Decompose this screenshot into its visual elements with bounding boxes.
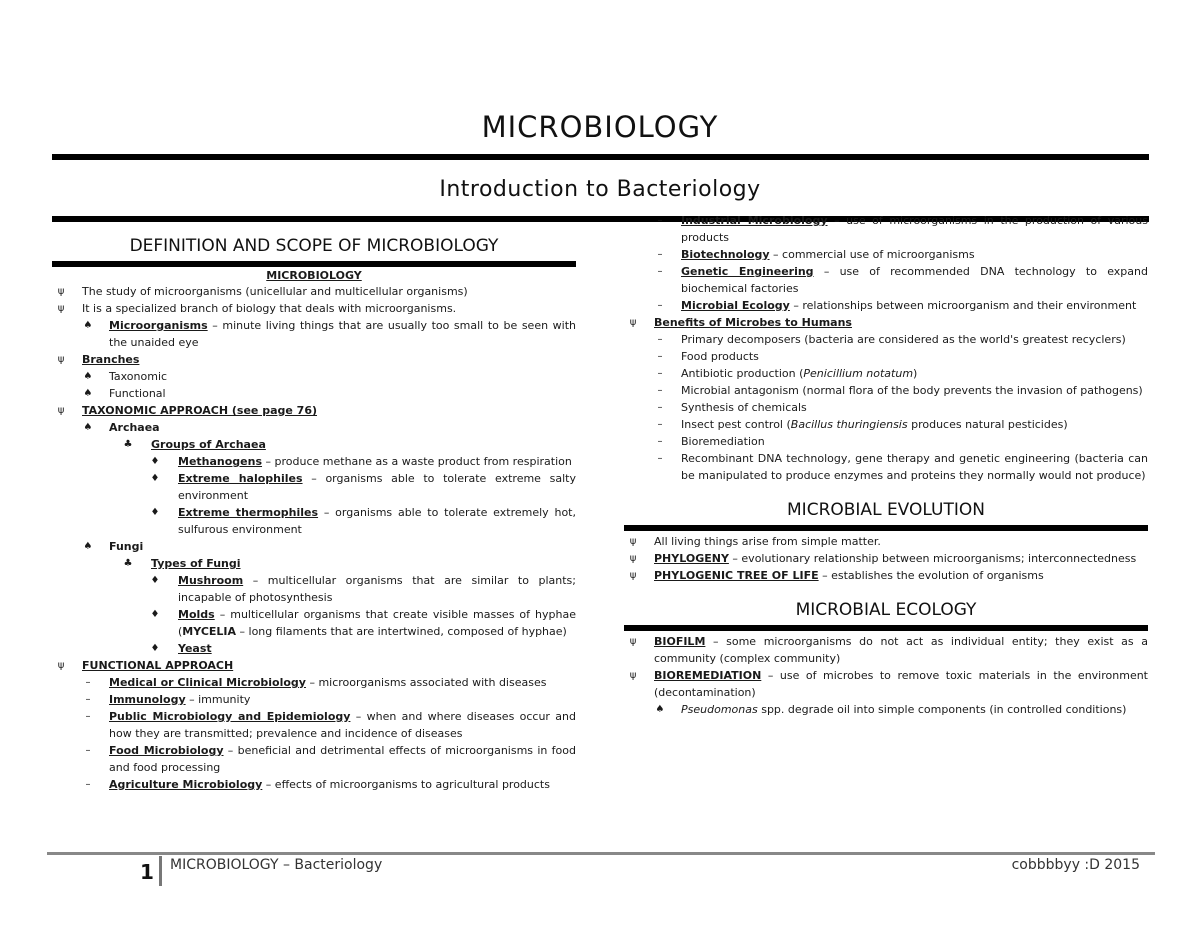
club-bullet-icon: ♣: [123, 439, 133, 450]
diamond-bullet-icon: ♦: [150, 575, 160, 586]
psi-bullet-icon: ψ: [57, 660, 65, 671]
page-title: MICROBIOLOGY: [481, 110, 719, 144]
section-rule: [624, 525, 1148, 531]
sub-heading-microbiology: MICROBIOLOGY: [266, 269, 362, 282]
list-item: – Food products: [624, 348, 1148, 365]
list-item: ♦ Yeast: [52, 640, 576, 657]
list-item: ψ It is a specialized branch of biology that deals with microorganisms.: [52, 300, 576, 317]
right-column: [624, 212, 1148, 838]
list-item: ♠ Pseudomonas spp. degrade oil into simple components (in controlled conditions): [624, 701, 1148, 718]
spade-bullet-icon: ♠: [83, 422, 93, 433]
list-item: ψ All living things arise from simple matter.: [624, 533, 1148, 550]
club-bullet-icon: ♣: [123, 558, 133, 569]
list-item: ♦ Molds – multicellular organisms that create visible masses of hyphae (MYCELIA – long filaments that are intertwined, composed of hyphae): [52, 606, 576, 640]
dash-bullet-icon: –: [85, 779, 91, 790]
title-rule: [52, 154, 1149, 160]
list-item: ♦ Extreme thermophiles – organisms able to tolerate extremely hot, sulfurous environment: [52, 504, 576, 538]
spade-bullet-icon: ♠: [83, 320, 93, 331]
list-item: – Microbial Ecology – relationships between microorganism and their environment: [624, 297, 1148, 314]
psi-bullet-icon: ψ: [629, 553, 637, 564]
section-title-ecology: MICROBIAL ECOLOGY: [795, 600, 977, 620]
page-number: 1: [140, 860, 154, 884]
psi-bullet-icon: ψ: [629, 670, 637, 681]
psi-bullet-icon: ψ: [57, 405, 65, 416]
spade-bullet-icon: ♠: [83, 388, 93, 399]
list-item: ♠ Taxonomic: [52, 368, 576, 385]
list-item: ψ BIOREMEDIATION – use of microbes to remove toxic materials in the environment (decontamination): [624, 667, 1148, 701]
list-item: – Public Microbiology and Epidemiology – when and where diseases occur and how they are transmitted; prevalence and incidence of diseases: [52, 708, 576, 742]
list-item: – Agriculture Microbiology – effects of microorganisms to agricultural products: [52, 776, 576, 793]
section-title-definition: DEFINITION AND SCOPE OF MICROBIOLOGY: [129, 236, 499, 256]
diamond-bullet-icon: ♦: [150, 643, 160, 654]
list-item: ♦ Methanogens – produce methane as a waste product from respiration: [52, 453, 576, 470]
section-rule: [52, 261, 576, 267]
psi-bullet-icon: ψ: [629, 536, 637, 547]
psi-bullet-icon: ψ: [629, 317, 637, 328]
dash-bullet-icon: –: [657, 266, 663, 277]
dash-bullet-icon: –: [657, 453, 663, 464]
dash-bullet-icon: –: [657, 368, 663, 379]
list-item: ♣ Groups of Archaea: [52, 436, 576, 453]
section-title-evolution: MICROBIAL EVOLUTION: [787, 500, 985, 520]
list-item: – Biotechnology – commercial use of microorganisms: [624, 246, 1148, 263]
list-item: ♠ Fungi: [52, 538, 576, 555]
list-item: – Insect pest control (Bacillus thuringiensis produces natural pesticides): [624, 416, 1148, 433]
dash-bullet-icon: –: [657, 402, 663, 413]
dash-bullet-icon: –: [657, 249, 663, 260]
list-item: – Recombinant DNA technology, gene therapy and genetic engineering (bacteria can be manipulated to produce enzymes and proteins they normally would not produce): [624, 450, 1148, 484]
left-column: [52, 234, 576, 793]
list-item: ψ PHYLOGENIC TREE OF LIFE – establishes the evolution of organisms: [624, 567, 1148, 584]
list-item: ♣ Types of Fungi: [52, 555, 576, 572]
list-item: ψ Benefits of Microbes to Humans: [624, 314, 1148, 331]
list-item: ψ BIOFILM – some microorganisms do not act as individual entity; they exist as a community (complex community): [624, 633, 1148, 667]
list-item: – Food Microbiology – beneficial and detrimental effects of microorganisms in food and food processing: [52, 742, 576, 776]
dash-bullet-icon: –: [657, 419, 663, 430]
dash-bullet-icon: –: [657, 334, 663, 345]
dash-bullet-icon: –: [657, 385, 663, 396]
list-item: – Medical or Clinical Microbiology – microorganisms associated with diseases: [52, 674, 576, 691]
list-item: – Primary decomposers (bacteria are considered as the world's greatest recyclers): [624, 331, 1148, 348]
dash-bullet-icon: –: [657, 300, 663, 311]
dash-bullet-icon: –: [657, 436, 663, 447]
list-item: ♠ Microorganisms – minute living things that are usually too small to be seen with the unaided eye: [52, 317, 576, 351]
dash-bullet-icon: –: [85, 677, 91, 688]
dash-bullet-icon: –: [657, 215, 663, 226]
psi-bullet-icon: ψ: [629, 570, 637, 581]
list-item: ψ Branches: [52, 351, 576, 368]
list-item: ♠ Archaea: [52, 419, 576, 436]
list-item: – Genetic Engineering – use of recommended DNA technology to expand biochemical factories: [624, 263, 1148, 297]
section-rule: [624, 625, 1148, 631]
list-item: ψ The study of microorganisms (unicellular and multicellular organisms): [52, 283, 576, 300]
psi-bullet-icon: ψ: [57, 286, 65, 297]
list-item: – Industrial Microbiology – use of microorganisms in the production of various products: [624, 212, 1148, 246]
list-item: ψ FUNCTIONAL APPROACH: [52, 657, 576, 674]
dash-bullet-icon: –: [85, 745, 91, 756]
footer-divider: [159, 856, 162, 886]
list-item: – Antibiotic production (Penicillium notatum): [624, 365, 1148, 382]
psi-bullet-icon: ψ: [629, 636, 637, 647]
list-item: – Bioremediation: [624, 433, 1148, 450]
list-item: ψ TAXONOMIC APPROACH (see page 76): [52, 402, 576, 419]
psi-bullet-icon: ψ: [57, 354, 65, 365]
spade-bullet-icon: ♠: [83, 371, 93, 382]
page-subtitle: Introduction to Bacteriology: [439, 177, 761, 202]
footer-credit: cobbbbyy :D 2015: [1011, 857, 1140, 873]
list-item: ♠ Functional: [52, 385, 576, 402]
list-item: – Immunology – immunity: [52, 691, 576, 708]
dash-bullet-icon: –: [657, 351, 663, 362]
dash-bullet-icon: –: [85, 711, 91, 722]
diamond-bullet-icon: ♦: [150, 609, 160, 620]
footer-rule: [47, 852, 1155, 855]
diamond-bullet-icon: ♦: [150, 473, 160, 484]
psi-bullet-icon: ψ: [57, 303, 65, 314]
diamond-bullet-icon: ♦: [150, 456, 160, 467]
diamond-bullet-icon: ♦: [150, 507, 160, 518]
spade-bullet-icon: ♠: [83, 541, 93, 552]
list-item: ♦ Mushroom – multicellular organisms that are similar to plants; incapable of photosynthesis: [52, 572, 576, 606]
list-item: – Synthesis of chemicals: [624, 399, 1148, 416]
list-item: – Microbial antagonism (normal flora of the body prevents the invasion of pathogens): [624, 382, 1148, 399]
footer-title: MICROBIOLOGY – Bacteriology: [170, 857, 383, 873]
list-item: ψ PHYLOGENY – evolutionary relationship between microorganisms; interconnectedness: [624, 550, 1148, 567]
spade-bullet-icon: ♠: [655, 704, 665, 715]
dash-bullet-icon: –: [85, 694, 91, 705]
list-item: ♦ Extreme halophiles – organisms able to tolerate extreme salty environment: [52, 470, 576, 504]
